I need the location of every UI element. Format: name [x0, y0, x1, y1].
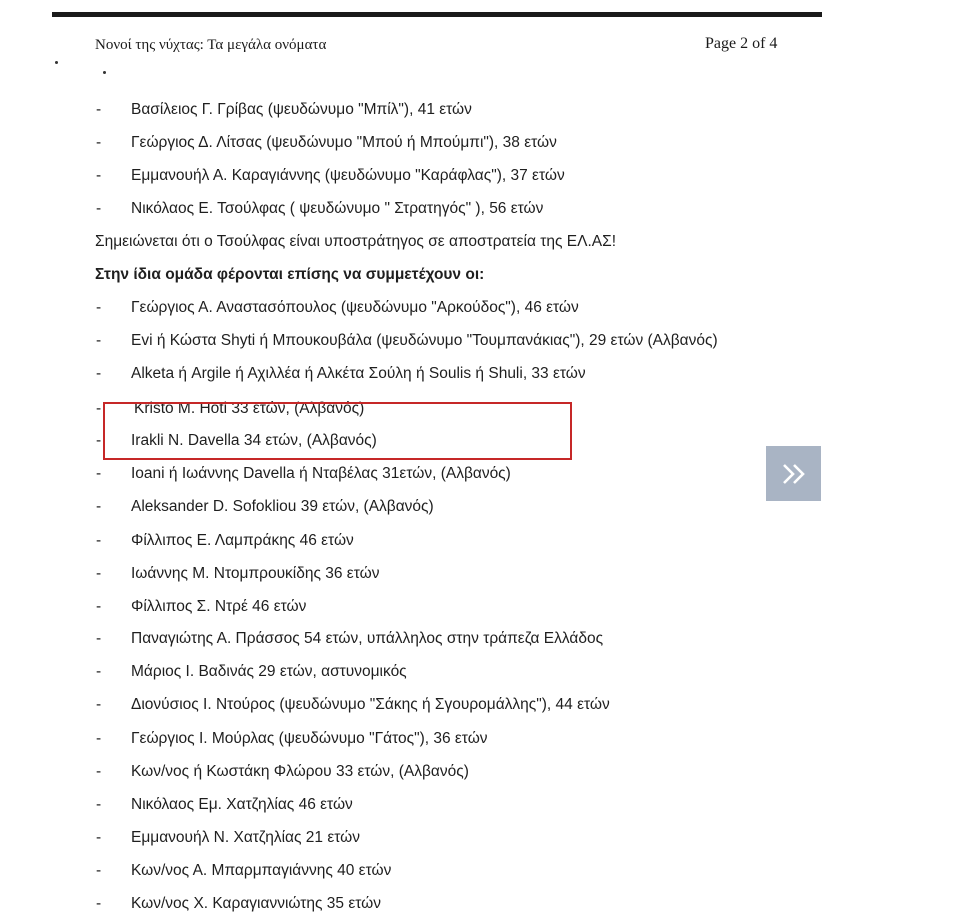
next-page-button[interactable] [766, 446, 821, 501]
list-dash: - [96, 895, 102, 912]
scan-speck [103, 71, 106, 74]
top-rule [52, 12, 822, 17]
page-number: Page 2 of 4 [705, 35, 778, 52]
list-dash: - [96, 630, 102, 647]
list-dash: - [96, 565, 102, 582]
list-item-text: Φίλλιπος Σ. Ντρέ 46 ετών [131, 598, 307, 615]
list-dash: - [96, 730, 102, 747]
list-dash: - [96, 200, 102, 217]
list-dash: - [96, 167, 102, 184]
list-item-text: Γεώργιος Δ. Λίτσας (ψευδώνυμο "Μπού ή Μπούμπι"), 38 ετών [131, 134, 557, 151]
list-item-text: Εμμανουήλ Α. Καραγιάννης (ψευδώνυμο "Καράφλας"), 37 ετών [131, 167, 565, 184]
list-dash: - [96, 598, 102, 615]
scan-speck [55, 61, 58, 64]
list-dash: - [96, 663, 102, 680]
list-item-text: Κων/νος ή Κωστάκη Φλώρου 33 ετών, (Αλβανός) [131, 763, 469, 780]
list-item-text: Alketa ή Argile ή Αχιλλέα ή Αλκέτα Σούλη ή Soulis ή Shuli, 33 ετών [131, 365, 586, 382]
list-item-text: Κων/νος Χ. Καραγιαννιώτης 35 ετών [131, 895, 382, 912]
note-text: Σημειώνεται ότι ο Τσούλφας είναι υποστράτηγος σε αποστρατεία της ΕΛ.ΑΣ! [95, 233, 617, 250]
page-header-title: Νονοί της νύχτας: Τα μεγάλα ονόματα [95, 37, 327, 53]
list-dash: - [96, 763, 102, 780]
list-item-text: Kristo M. Hoti 33 ετών, (Αλβανός) [134, 400, 365, 417]
list-item-text: Νικόλαος Ε. Τσούλφας ( ψευδώνυμο " Στρατηγός" ), 56 ετών [131, 200, 544, 217]
list-dash: - [96, 532, 102, 549]
list-item-text: Γεώργιος Ι. Μούρλας (ψευδώνυμο "Γάτος"), 36 ετών [131, 730, 488, 747]
list-dash: - [96, 400, 102, 417]
list-dash: - [96, 498, 102, 515]
list-item-text: Φίλλιπος Ε. Λαμπράκης 46 ετών [131, 532, 354, 549]
list-item-text: Εμμανουήλ Ν. Χατζηλίας 21 ετών [131, 829, 361, 846]
list-item-text: Γεώργιος Α. Αναστασόπουλος (ψευδώνυμο "Αρκούδος"), 46 ετών [131, 299, 579, 316]
list-item-text: Μάριος Ι. Βαδινάς 29 ετών, αστυνομικός [131, 663, 407, 680]
list-dash: - [96, 862, 102, 879]
list-item-text: Irakli N. Davella 34 ετών, (Αλβανός) [131, 432, 377, 449]
list-dash: - [96, 332, 102, 349]
list-dash: - [96, 432, 102, 449]
list-item-text: Νικόλαος Εμ. Χατζηλίας 46 ετών [131, 796, 353, 813]
list-item-text: Διονύσιος Ι. Ντούρος (ψευδώνυμο "Σάκης ή Σγουρομάλλης"), 44 ετών [131, 696, 610, 713]
list-item-text: Evi ή Κώστα Shyti ή Μπουκουβάλα (ψευδώνυμο "Τουμπανάκιας"), 29 ετών (Αλβανός) [131, 332, 718, 349]
list-item-text: Παναγιώτης Α. Πράσσος 54 ετών, υπάλληλος στην τράπεζα Ελλάδος [131, 630, 604, 647]
list-dash: - [96, 134, 102, 151]
list-dash: - [96, 299, 102, 316]
list-item-text: Ioani ή Ιωάννης Davella ή Νταβέλας 31ετών, (Αλβανός) [131, 465, 511, 482]
list-item-text: Βασίλειος Γ. Γρίβας (ψευδώνυμο "Μπίλ"), 41 ετών [131, 101, 472, 118]
list-dash: - [96, 696, 102, 713]
list-item-text: Aleksander D. Sofokliou 39 ετών, (Αλβανός) [131, 498, 434, 515]
group-heading: Στην ίδια ομάδα φέρονται επίσης να συμμετέχουν οι: [95, 266, 485, 283]
list-item-text: Κων/νος Α. Μπαρμπαγιάννης 40 ετών [131, 862, 392, 879]
list-dash: - [96, 101, 102, 118]
highlight-box [103, 402, 572, 460]
double-chevron-right-icon [781, 462, 807, 486]
list-dash: - [96, 365, 102, 382]
list-dash: - [96, 829, 102, 846]
list-item-text: Ιωάννης Μ. Ντομπρουκίδης 36 ετών [131, 565, 380, 582]
list-dash: - [96, 796, 102, 813]
list-dash: - [96, 465, 102, 482]
